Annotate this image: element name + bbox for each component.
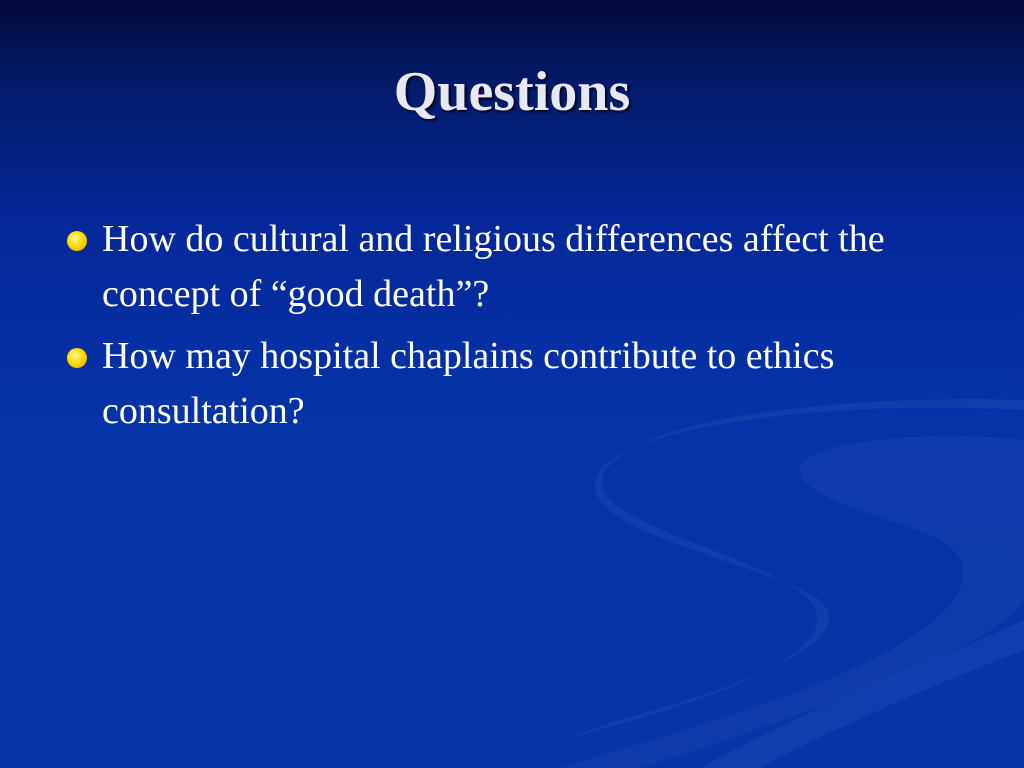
bullet-text: How do cultural and religious differences affect the concept of “good death”?	[102, 218, 885, 315]
slide-title: Questions	[393, 61, 631, 123]
bullet-dot-icon	[67, 348, 87, 368]
bullet-dot-icon	[67, 231, 87, 251]
bullet-text: How may hospital chaplains contribute to ethics consultation?	[102, 335, 835, 432]
bullet-item	[64, 329, 964, 439]
bullet-list	[64, 212, 964, 446]
bullet-item	[64, 212, 964, 322]
